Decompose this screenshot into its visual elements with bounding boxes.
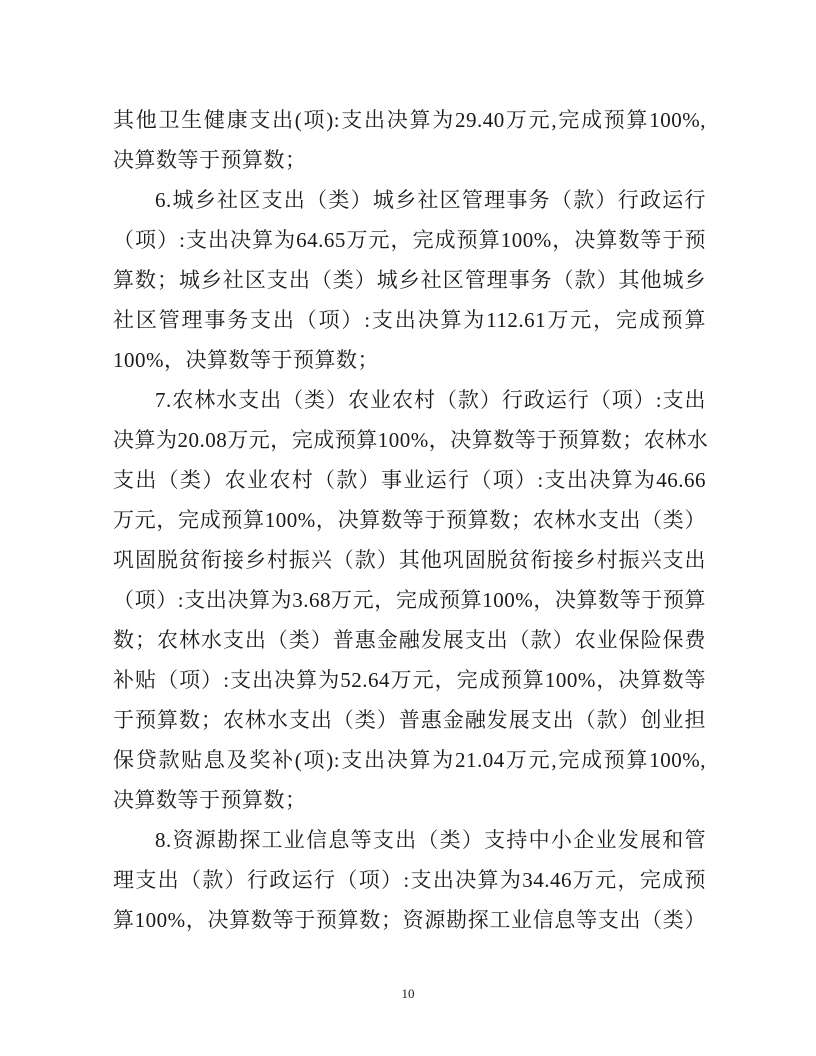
text-line: 算100%，决算数等于预算数；资源勘探工业信息等支出（类） [113, 908, 706, 932]
text-line: 决算为20.08万元，完成预算100%，决算数等于预算数；农林水 [113, 428, 709, 452]
text-line: 巩固脱贫衔接乡村振兴（款）其他巩固脱贫衔接乡村振兴支出 [113, 548, 706, 572]
text-line: 7.农林水支出（类）农业农村（款）行政运行（项）:支出 [155, 388, 706, 412]
text-line: 决算数等于预算数； [113, 788, 307, 812]
text-line: （项）:支出决算为64.65万元，完成预算100%，决算数等于预 [113, 228, 706, 252]
text-line: 保贷款贴息及奖补(项):支出决算为21.04万元,完成预算100%, [113, 748, 706, 772]
text-line: 万元，完成预算100%，决算数等于预算数；农林水支出（类） [113, 508, 706, 532]
text-line: 其他卫生健康支出(项):支出决算为29.40万元,完成预算100%, [113, 108, 706, 132]
text-line: 决算数等于预算数； [113, 148, 307, 172]
text-line: 社区管理事务支出（项）:支出决算为112.61万元，完成预算 [113, 308, 706, 332]
text-line: 6.城乡社区支出（类）城乡社区管理事务（款）行政运行 [155, 188, 706, 212]
text-line: 算数；城乡社区支出（类）城乡社区管理事务（款）其他城乡 [113, 268, 706, 292]
text-line: 100%，决算数等于预算数； [113, 348, 379, 372]
text-line: （项）:支出决算为3.68万元，完成预算100%，决算数等于预算 [113, 588, 706, 612]
page-number: 10 [401, 986, 415, 1001]
text-line: 于预算数；农林水支出（类）普惠金融发展支出（款）创业担 [113, 708, 706, 732]
text-line: 支出（类）农业农村（款）事业运行（项）:支出决算为46.66 [113, 468, 706, 492]
text-line: 数；农林水支出（类）普惠金融发展支出（款）农业保险保费 [113, 628, 706, 652]
text-line: 8.资源勘探工业信息等支出（类）支持中小企业发展和管 [155, 828, 706, 852]
text-line: 补贴（项）:支出决算为52.64万元，完成预算100%，决算数等 [113, 668, 706, 692]
body-text [113, 100, 709, 940]
text-line: 理支出（款）行政运行（项）:支出决算为34.46万元，完成预 [113, 868, 706, 892]
